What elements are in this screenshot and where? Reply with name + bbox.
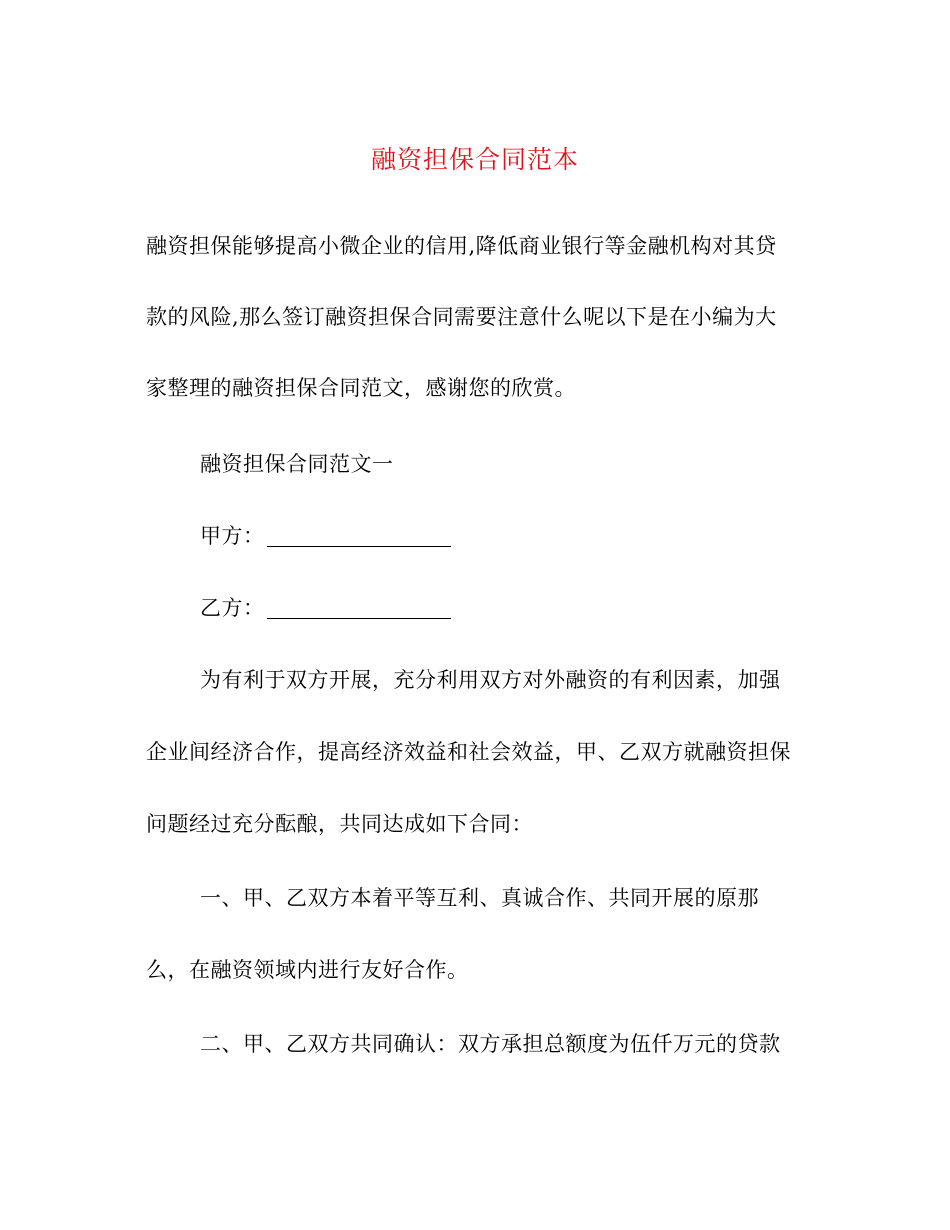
party-a-blank [267,524,451,547]
section-heading: 融资担保合同范文一 [200,452,394,476]
intro-line-2: 款的风险,那么签订融资担保合同需要注意什么呢以下是在小编为大 [146,305,777,329]
document-title: 融资担保合同范本 [370,145,579,174]
clause1-line-2: 么，在融资领域内进行友好合作。 [146,958,469,982]
para1-line-1: 为有利于双方开展，充分利用双方对外融资的有利因素，加强 [200,668,781,692]
intro-line-3: 家整理的融资担保合同范文，感谢您的欣赏。 [146,376,576,400]
para1-line-3: 问题经过充分酝酿，共同达成如下合同： [146,812,533,836]
party-a-row [200,521,451,551]
party-b-row [200,593,451,623]
clause1-line-1: 一、甲、乙双方本着平等互利、真诚合作、共同开展的原那 [200,886,759,910]
party-b-blank [267,596,451,619]
clause2-line-1: 二、甲、乙双方共同确认：双方承担总额度为伍仟万元的贷款 [200,1032,781,1056]
intro-line-1: 融资担保能够提高小微企业的信用,降低商业银行等金融机构对其贷 [146,234,777,258]
party-a-label: 甲方： [200,524,265,548]
party-b-label: 乙方： [200,596,265,620]
para1-line-2: 企业间经济合作，提高经济效益和社会效益，甲、乙双方就融资担保 [146,740,791,764]
